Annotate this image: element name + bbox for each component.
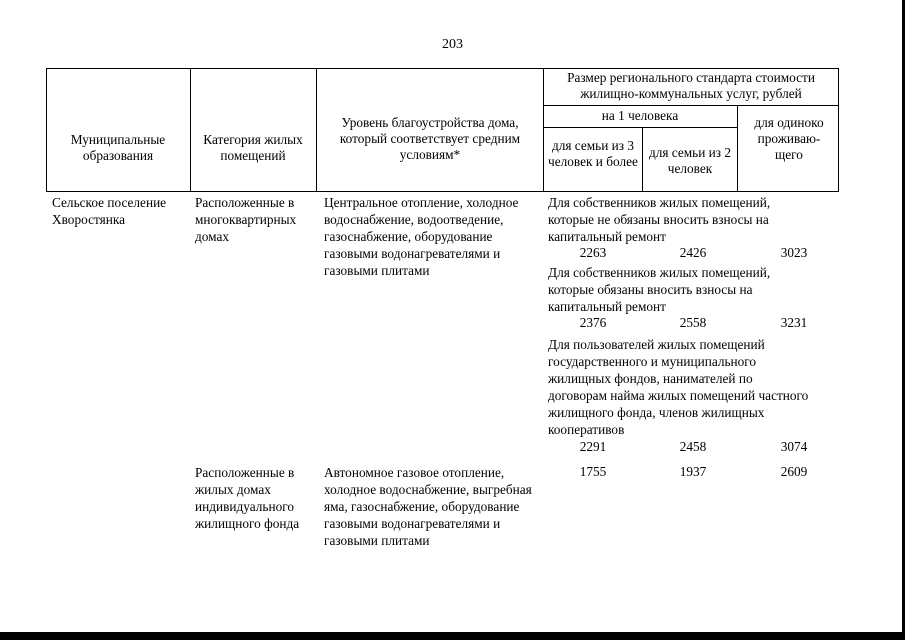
level-autonomous-heating: Автономное газовое отопление, холодное водоснабжение, выгребная яма, газоснабжение, оборудование газовыми водонагревателями и газовыми плитами (324, 465, 532, 548)
value-single: 3074 (780, 439, 808, 454)
value-family2: 2458 (679, 439, 707, 454)
header-standard-size: Размер регионального стандарта стоимости жилищно-коммунальных услуг, рублей (567, 70, 815, 101)
value-single: 3231 (780, 315, 808, 330)
value-family2: 2558 (679, 315, 707, 330)
header-municipality: Муниципальные образования (70, 132, 166, 163)
value-family3: 2291 (579, 439, 607, 454)
value-family3: 2376 (579, 315, 607, 330)
municipality-name: Сельское поселение Хворостянка (52, 195, 167, 227)
group-owners-obliged: Для собственников жилых помещений, которые обязаны вносить взносы на капитальный ремонт (548, 265, 771, 314)
value-single: 3023 (780, 245, 808, 260)
value-family2: 2426 (679, 245, 707, 260)
value-family3: 1755 (579, 464, 607, 479)
header-family-3: для семьи из 3 человек и более (548, 138, 638, 169)
category-apartment-buildings: Расположенные в многоквартирных домах (195, 195, 297, 244)
value-family2: 1937 (679, 464, 707, 479)
value-single: 2609 (780, 464, 808, 479)
value-family3: 2263 (579, 245, 607, 260)
category-individual-houses: Расположенные в жилых домах индивидуального жилищного фонда (195, 465, 300, 531)
scan-edge-bottom (0, 632, 905, 640)
header-single: для одиноко проживаю-щего (754, 115, 824, 162)
group-tenants: Для пользователей жилых помещений государственного и муниципального жилищных фондов, нанимателей по договорам найма жилых помещений частного жилищного фонда, членов жилищных кооперативов (548, 337, 809, 437)
group-owners-not-obliged: Для собственников жилых помещений, которые не обязаны вносить взносы на капитальный ремонт (548, 195, 771, 244)
header-per-person: на 1 человека (601, 108, 679, 123)
header-family-2: для семьи из 2 человек (648, 145, 732, 176)
header-category: Категория жилых помещений (203, 132, 303, 163)
header-level: Уровень благоустройства дома, который соответствует средним условиям* (339, 115, 521, 162)
page-number: 203 (442, 37, 463, 52)
level-central-heating: Центральное отопление, холодное водоснабжение, водоотведение, газоснабжение, оборудование газовыми водонагревателями и газовыми плитами (324, 195, 519, 278)
